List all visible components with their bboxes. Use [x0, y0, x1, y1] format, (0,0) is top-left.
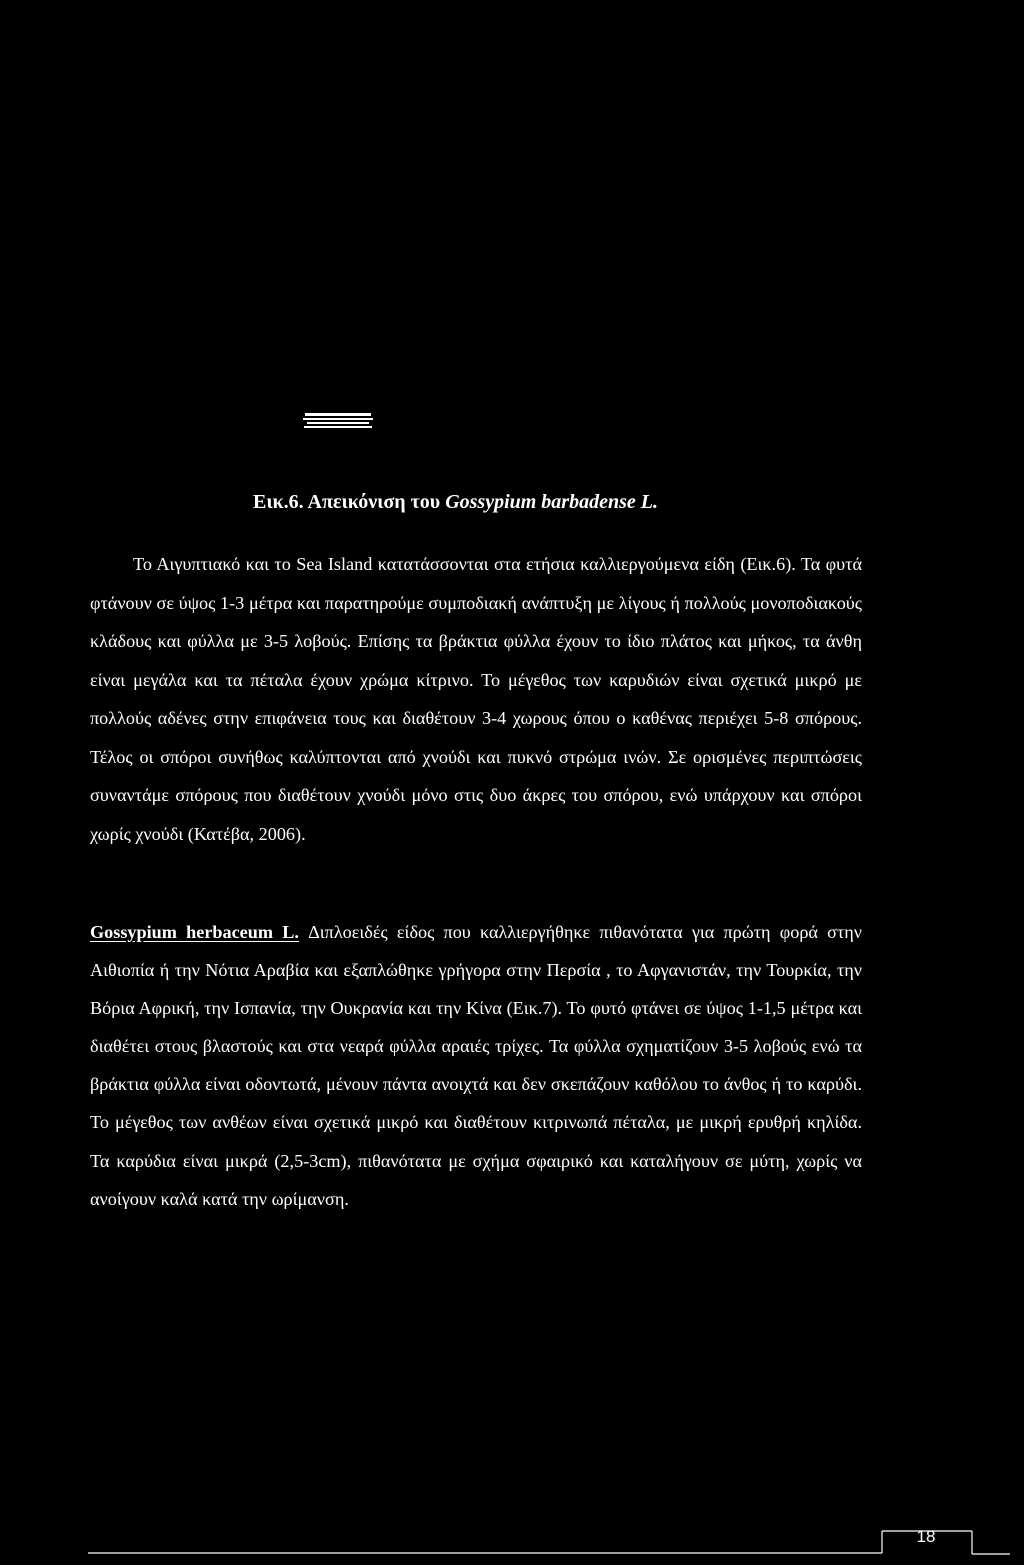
scan-artifact-mark	[303, 412, 375, 430]
figure-caption-prefix: Εικ.6. Απεικόνιση του	[253, 491, 446, 513]
figure-caption-species: Gossypium barbadense L.	[445, 491, 658, 513]
figure-caption	[253, 491, 658, 514]
footer-rule	[0, 1525, 1024, 1565]
paragraph-herbaceum-body: Διπλοειδές είδος που καλλιεργήθηκε πιθανότατα για πρώτη φορά στην Αιθιοπία ή την Νότια Αραβία και εξαπλώθηκε γρήγορα στην Περσία , το Αφγανιστάν, την Τουρκία, την Βόρια Αφρική, την Ισπανία, την Ουκρανία και την Κίνα (Εικ.7). Το φυτό φτάνει σε ύψος 1-1,5 μέτρα και διαθέτει στους βλαστούς και στα νεαρά φύλλα αραιές τρίχες. Τα φύλλα σχηματίζουν 3-5 λοβούς ενώ τα βράκτια φύλλα είναι οδοντωτά, μένουν πάντα ανοιχτά και δεν σκεπάζουν καθόλου το άνθος ή το καρύδι. Το μέγεθος των ανθέων είναι σχετικά μικρό και διαθέτουν κιτρινωπά πέταλα, με μικρή ερυθρή κηλίδα. Τα καρύδια είναι μικρά (2,5-3cm), πιθανότατα με σχήμα σφαιρικό και καταλήγουν σε μύτη, χωρίς να ανοίγουν καλά κατά την ωρίμανση.	[90, 922, 862, 1209]
paragraph-barbadense: Το Αιγυπτιακό και το Sea Island κατατάσσονται στα ετήσια καλλιεργούμενα είδη (Εικ.6). Τα φυτά φτάνουν σε ύψος 1-3 μέτρα και παρατηρούμε συμποδιακή ανάπτυξη με λίγους ή πολλούς μονοποδιακούς κλάδους και φύλλα με 3-5 λοβούς. Επίσης τα βράκτια φύλλα έχουν το ίδιο πλάτος και μήκος, τα άνθη είναι μεγάλα και τα πέταλα έχουν χρώμα κίτρινο. Το μέγεθος των καρυδιών είναι σχετικά μικρό με πολλούς αδένες στην επιφάνεια τους και διαθέτουν 3-4 χωρους όπου ο καθένας περιέχει 5-8 σπόρους. Τέλος οι σπόροι συνήθως καλύπτονται από χνούδι και πυκνό στρώμα ινών. Σε ορισμένες περιπτώσεις συναντάμε σπόρους που διαθέτουν χνούδι μόνο στις δυο άκρες του σπόρου, ενώ υπάρχουν και σπόροι χωρίς χνούδι (Κατέβα, 2006).	[90, 554, 862, 844]
page-number: 18	[916, 1527, 936, 1546]
species-heading: Gossypium herbaceum L.	[90, 922, 299, 942]
paragraph-herbaceum	[90, 913, 862, 1218]
